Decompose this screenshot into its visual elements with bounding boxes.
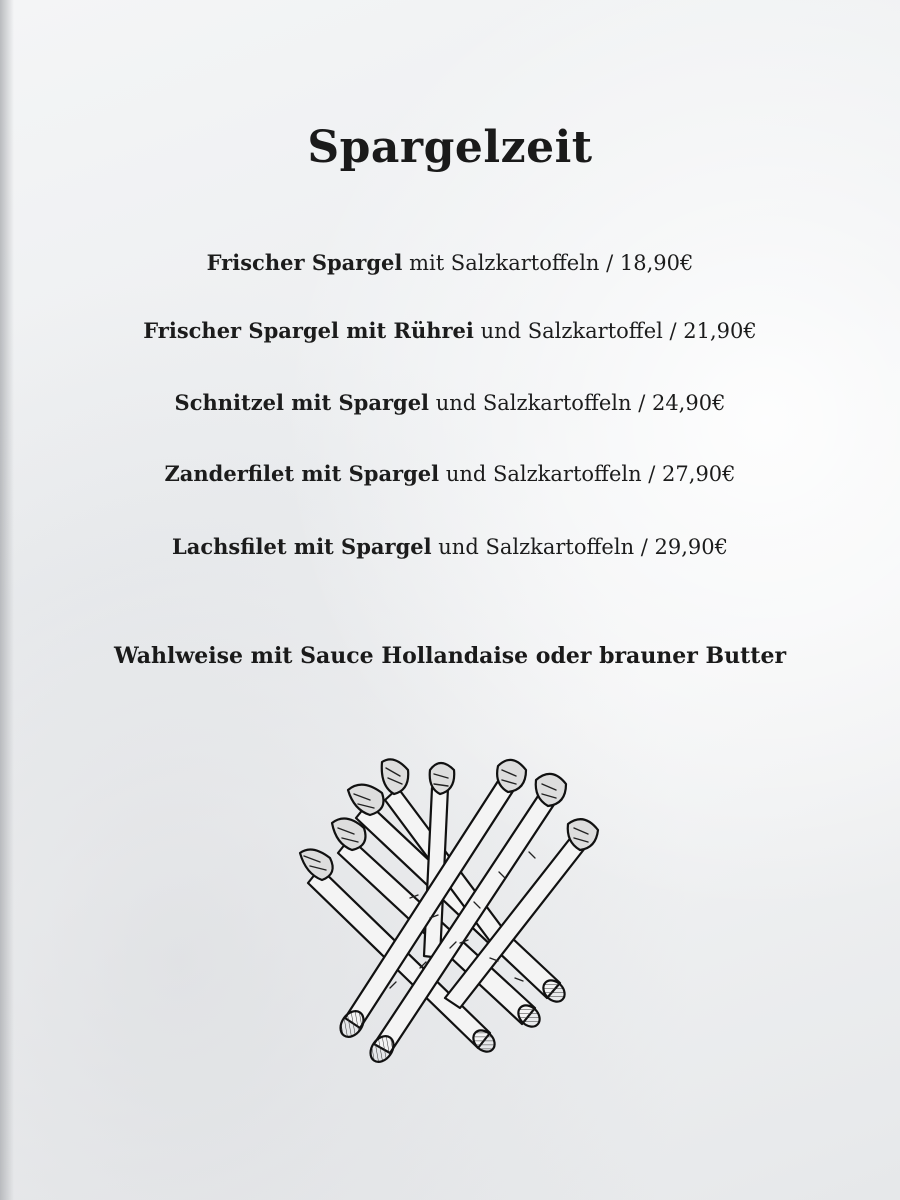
menu-item-1 bbox=[0, 250, 900, 275]
menu-item-1-price: / 18,90€ bbox=[599, 251, 694, 275]
menu-item-2-bold: Frischer Spargel mit Rührei bbox=[143, 318, 474, 343]
asparagus-bundle-icon bbox=[290, 748, 610, 1078]
menu-item-4-rest: und Salzkartoffeln bbox=[439, 462, 642, 486]
menu-item-5-bold: Lachsfilet mit Spargel bbox=[171, 534, 432, 559]
menu-item-2-rest: und Salzkartoffel bbox=[473, 319, 663, 343]
menu-title: Spargelzeit bbox=[307, 122, 593, 173]
menu-item-2-price: / 21,90€ bbox=[662, 319, 757, 343]
menu-item-4 bbox=[0, 461, 900, 486]
menu-item-3-bold: Schnitzel mit Spargel bbox=[174, 390, 430, 415]
menu-item-5 bbox=[0, 534, 900, 559]
page-edge-shadow bbox=[0, 0, 14, 1200]
menu-item-1-bold: Frischer Spargel bbox=[206, 250, 403, 275]
menu-item-3 bbox=[0, 390, 900, 415]
menu-item-3-price: / 24,90€ bbox=[631, 391, 726, 415]
menu-item-1-rest: mit Salzkartoffeln bbox=[402, 251, 600, 275]
menu-item-5-price: / 29,90€ bbox=[634, 535, 728, 559]
sauce-note: Wahlweise mit Sauce Hollandaise oder brauner Butter bbox=[113, 643, 787, 669]
menu-item-3-rest: und Salzkartoffeln bbox=[429, 391, 632, 415]
menu-item-4-bold: Zanderfilet mit Spargel bbox=[164, 461, 440, 486]
menu-item-2 bbox=[0, 318, 900, 343]
menu-item-4-price: / 27,90€ bbox=[641, 462, 736, 486]
menu-item-5-rest: und Salzkartoffeln bbox=[431, 535, 635, 559]
